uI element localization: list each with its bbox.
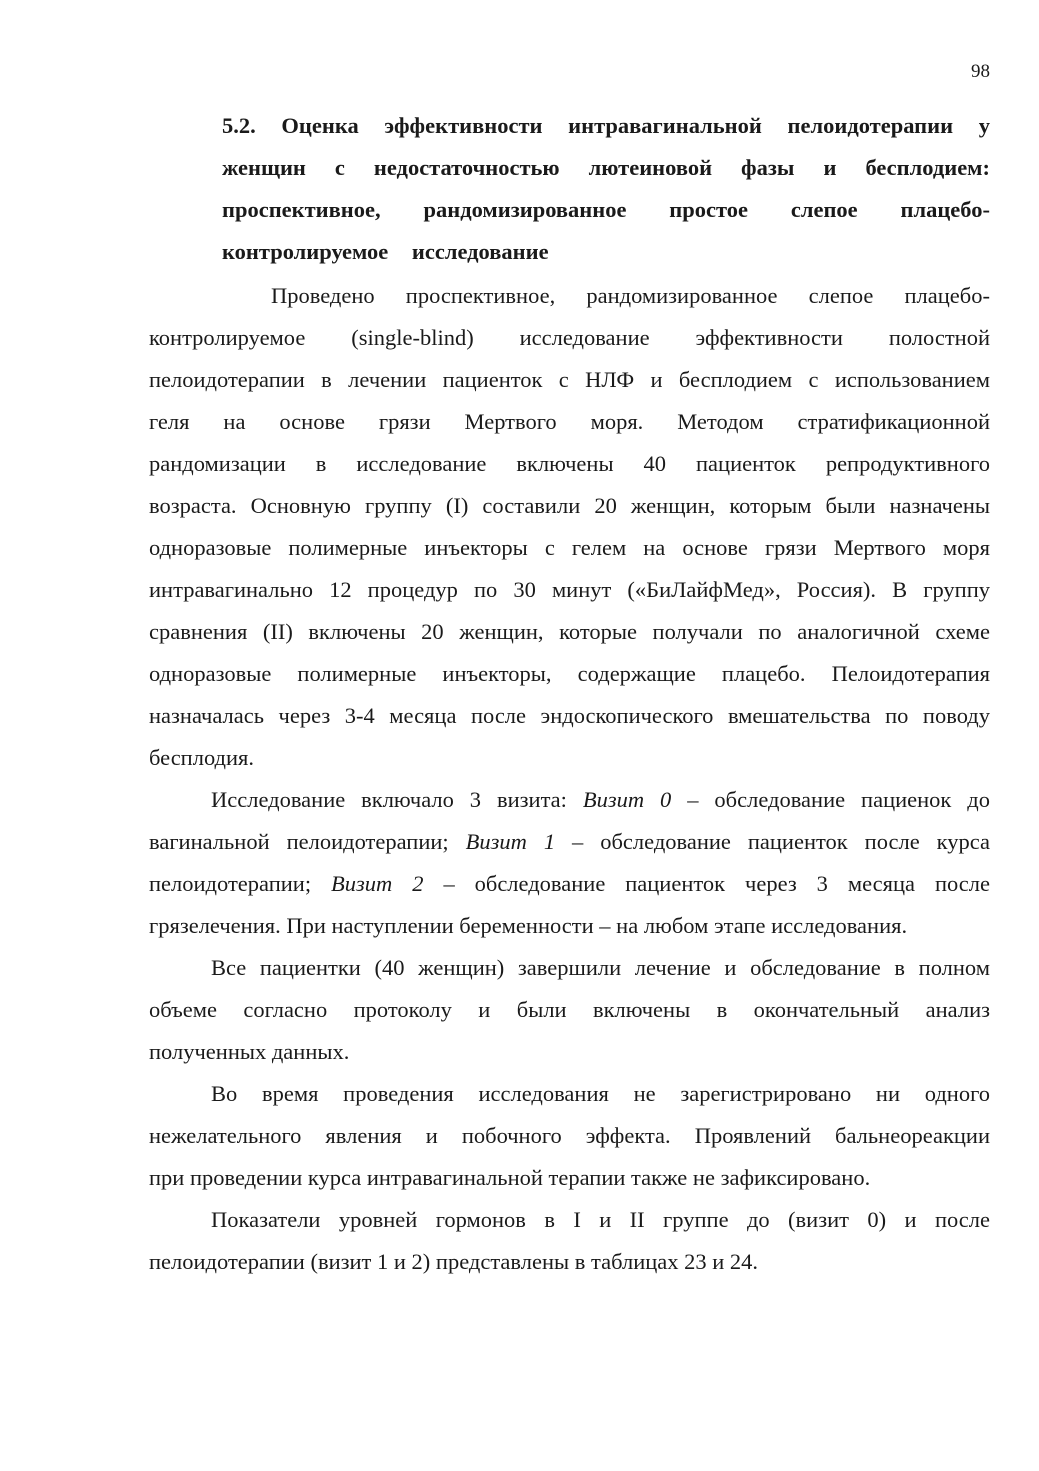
text-line: Проведено проспективное, рандомизированное слепое плацебо- bbox=[271, 283, 990, 308]
text-line: геля на основе грязи Мертвого моря. Методом стратификационной bbox=[149, 409, 990, 434]
text-line: объеме согласно протоколу и были включены в окончательный анализ bbox=[149, 997, 990, 1022]
text-line: Во время проведения исследования не зарегистрировано ни одного bbox=[211, 1081, 990, 1106]
text-line: пелоидотерапии (визит 1 и 2) представлены в таблицах 23 и 24. bbox=[149, 1249, 759, 1274]
text-run: – обследование пациенток через 3 месяца после bbox=[443, 871, 990, 896]
paragraph-study-design bbox=[149, 275, 990, 779]
paragraph-visits bbox=[149, 779, 990, 947]
body-text bbox=[149, 275, 990, 1283]
text-line: при проведении курса интравагинальной терапии также не зафиксировано. bbox=[149, 1165, 871, 1190]
text-line: Показатели уровней гормонов в I и II группе до (визит 0) и после bbox=[211, 1207, 990, 1232]
visit-label: Визит 1 bbox=[465, 829, 556, 854]
text-line bbox=[149, 779, 990, 821]
text-line: Все пациентки (40 женщин) завершили лечение и обследование в полном bbox=[211, 955, 990, 980]
text-run: пелоидотерапии; bbox=[149, 871, 312, 896]
visit-label: Визит 0 bbox=[582, 787, 672, 812]
text-line: полученных данных. bbox=[149, 1039, 350, 1064]
heading-line: контролируемое исследование bbox=[222, 239, 549, 264]
heading-line: проспективное, рандомизированное простое слепое плацебо- bbox=[222, 197, 990, 222]
page-number: 98 bbox=[971, 61, 990, 82]
text-line bbox=[149, 821, 990, 863]
text-run: – обследование пациенок до bbox=[687, 787, 990, 812]
text-line: бесплодия. bbox=[149, 745, 255, 770]
text-line: нежелательного явления и побочного эффекта. Проявлений бальнеореакции bbox=[149, 1123, 990, 1148]
text-line: рандомизации в исследование включены 40 пациенток репродуктивного bbox=[149, 451, 990, 476]
text-line: пелоидотерапии в лечении пациенток с НЛФ и бесплодием с использованием bbox=[149, 367, 990, 392]
paragraph-completion bbox=[149, 947, 990, 1073]
text-line: возраста. Основную группу (I) составили 20 женщин, которым были назначены bbox=[149, 493, 990, 518]
text-run: Исследование включало 3 визита: bbox=[211, 787, 567, 812]
text-line bbox=[149, 863, 990, 905]
text-line: назначалась через 3-4 месяца после эндоскопического вмешательства по поводу bbox=[149, 703, 990, 728]
heading-line: женщин с недостаточностью лютеиновой фазы и бесплодием: bbox=[222, 155, 990, 180]
text-line: сравнения (II) включены 20 женщин, которые получали по аналогичной схеме bbox=[149, 619, 990, 644]
text-line: грязелечения. При наступлении беременности – на любом этапе исследования. bbox=[149, 913, 908, 938]
text-line: контролируемое (single-blind) исследование эффективности полостной bbox=[149, 325, 990, 350]
text-run: – обследование пациенток после курса bbox=[572, 829, 991, 854]
visit-label: Визит 2 bbox=[331, 871, 424, 896]
text-run: вагинальной пелоидотерапии; bbox=[149, 829, 449, 854]
paragraph-hormones bbox=[149, 1199, 990, 1283]
paragraph-adverse-events bbox=[149, 1073, 990, 1199]
text-line: интравагинально 12 процедур по 30 минут («БиЛайфМед», Россия). В группу bbox=[149, 577, 990, 602]
heading-line: 5.2. Оценка эффективности интравагинальной пелоидотерапии у bbox=[222, 113, 990, 138]
text-line: одноразовые полимерные инъекторы с гелем на основе грязи Мертвого моря bbox=[149, 535, 990, 560]
section-heading bbox=[222, 105, 990, 273]
text-line: одноразовые полимерные инъекторы, содержащие плацебо. Пелоидотерапия bbox=[149, 661, 990, 686]
